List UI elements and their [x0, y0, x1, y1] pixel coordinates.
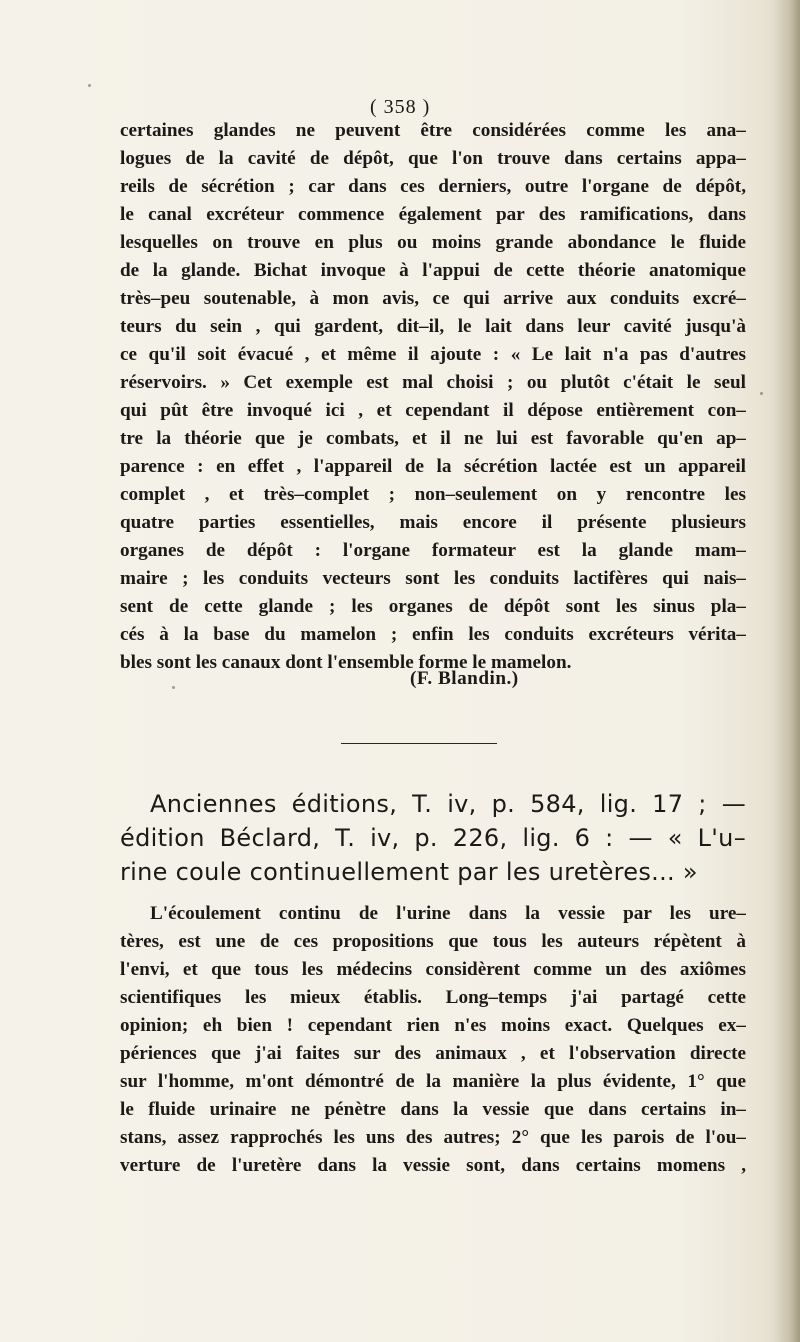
text-line: tères, est une de ces propositions que tous les auteurs répètent à [120, 931, 746, 952]
text-line: de la glande. Bichat invoque à l'appui de cette théorie anatomique [120, 260, 746, 281]
heading-line: rine coule continuellement par les uretères... » [120, 858, 698, 886]
author-signature: (F. Blandin.) [410, 668, 519, 689]
text-line: lesquelles on trouve en plus ou moins grande abondance le fluide [120, 232, 746, 253]
text-line: très–peu soutenable, à mon avis, ce qui arrive aux conduits excré– [120, 288, 746, 309]
text-line: reils de sécrétion ; car dans ces derniers, outre l'organe de dépôt, [120, 176, 746, 197]
page-edge-shadow [774, 0, 800, 1342]
ink-speck [760, 392, 763, 395]
text-line: certaines glandes ne peuvent être considérées comme les ana– [120, 120, 746, 141]
text-line: réservoirs. » Cet exemple est mal choisi ; ou plutôt c'était le seul [120, 372, 746, 393]
text-line: sur l'homme, m'ont démontré de la manière la plus évidente, 1° que [120, 1071, 746, 1092]
text-line: teurs du sein , qui gardent, dit–il, le lait dans leur cavité jusqu'à [120, 316, 746, 337]
text-line: tre la théorie que je combats, et il ne lui est favorable qu'en ap– [120, 428, 746, 449]
ink-speck [88, 84, 91, 87]
ink-speck [172, 686, 175, 689]
text-line: sent de cette glande ; les organes de dépôt sont les sinus pla– [120, 596, 746, 617]
text-line: complet , et très–complet ; non–seulement on y rencontre les [120, 484, 746, 505]
text-line: opinion; eh bien ! cependant rien n'es moins exact. Quelques ex– [120, 1015, 746, 1036]
text-line: organes de dépôt : l'organe formateur est la glande mam– [120, 540, 746, 561]
text-line: stans, assez rapprochés les uns des autres; 2° que les parois de l'ou– [120, 1127, 746, 1148]
text-line: logues de la cavité de dépôt, que l'on trouve dans certains appa– [120, 148, 746, 169]
section-divider [341, 743, 497, 744]
text-line: bles sont les canaux dont l'ensemble forme le mamelon. [120, 652, 572, 673]
text-line: parence : en effet , l'appareil de la sécrétion lactée est un appareil [120, 456, 746, 477]
text-line: L'écoulement continu de l'urine dans la vessie par les ure– [150, 903, 746, 924]
heading-line: Anciennes éditions, T. iv, p. 584, lig. 17 ; — [150, 790, 746, 818]
text-line: quatre parties essentielles, mais encore il présente plusieurs [120, 512, 746, 533]
text-line: l'envi, et que tous les médecins considèrent comme un des axiômes [120, 959, 746, 980]
text-line: maire ; les conduits vecteurs sont les conduits lactifères qui nais– [120, 568, 746, 589]
heading-line: édition Béclard, T. iv, p. 226, lig. 6 : — « L'u– [120, 824, 746, 852]
text-line: cés à la base du mamelon ; enfin les conduits excréteurs vérita– [120, 624, 746, 645]
text-line: ce qu'il soit évacué , et même il ajoute : « Le lait n'a pas d'autres [120, 344, 746, 365]
text-line: le fluide urinaire ne pénètre dans la vessie que dans certains in– [120, 1099, 746, 1120]
text-line: périences que j'ai faites sur des animaux , et l'observation directe [120, 1043, 746, 1064]
paragraph-blandin-note [120, 117, 746, 677]
text-line: verture de l'uretère dans la vessie sont, dans certains momens , [120, 1155, 746, 1176]
text-line: scientifiques les mieux établis. Long–temps j'ai partagé cette [120, 987, 746, 1008]
text-line: qui pût être invoqué ici , et cependant il dépose entièrement con– [120, 400, 746, 421]
paragraph-urine-flow [120, 900, 746, 1180]
text-line: le canal excréteur commence également par des ramifications, dans [120, 204, 746, 225]
page-number: ( 358 ) [370, 96, 431, 118]
section-heading [120, 787, 746, 889]
